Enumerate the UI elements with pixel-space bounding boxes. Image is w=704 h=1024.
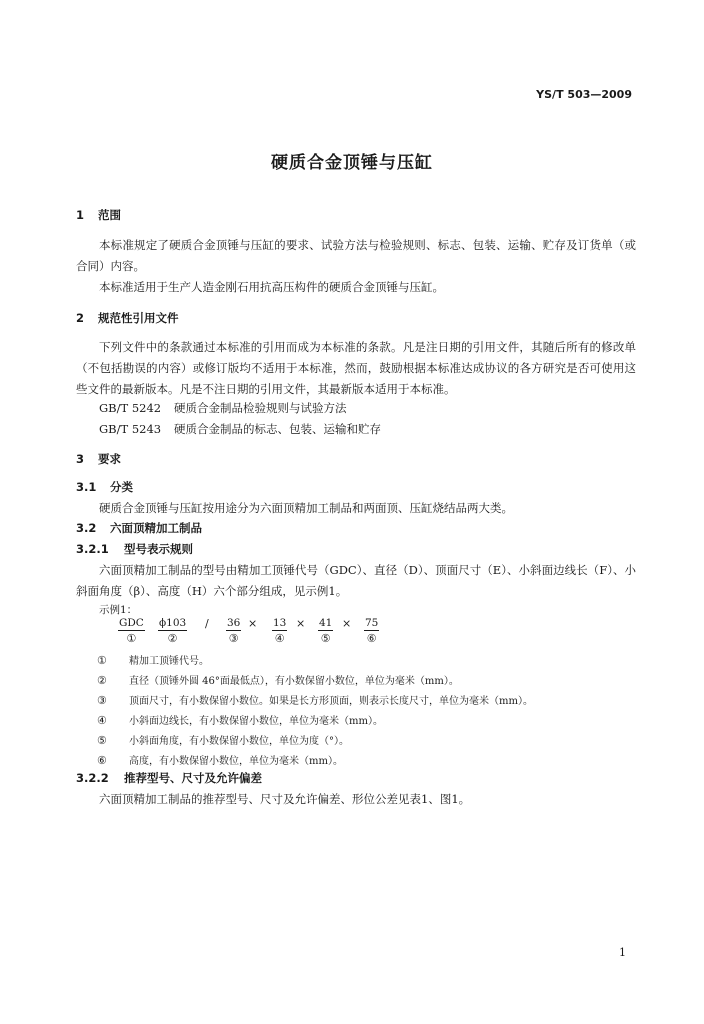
reference-item xyxy=(99,419,381,440)
section-3-1-heading xyxy=(76,479,133,495)
note-text: 小斜面角度，有小数保留小数位，单位为度（°）。 xyxy=(129,736,349,747)
note-text: 小斜面边线长，有小数保留小数位，单位为毫米（mm）。 xyxy=(129,716,383,727)
note-text: 高度，有小数保留小数位，单位为毫米（mm）。 xyxy=(129,756,343,767)
formula-operator: × xyxy=(296,617,306,630)
note-marker: ① xyxy=(97,654,107,667)
note-marker: ⑥ xyxy=(97,754,107,767)
note-marker: ⑤ xyxy=(97,734,107,747)
document-title: 硬质合金顶锤与压缸 xyxy=(271,153,433,173)
formula-note xyxy=(97,672,459,687)
section-3-2-2-title: 推荐型号、尺寸及允许偏差 xyxy=(124,771,262,785)
formula-term-marker: ③ xyxy=(228,632,239,645)
formula-note xyxy=(97,732,349,747)
formula-term-value: 41 xyxy=(319,617,333,629)
section-2-paragraph: 下列文件中的条款通过本标准的引用而成为本标准的条款。凡是注日期的引用文件，其随后所有的修改单（不包括勘误的内容）或修订版均不适用于本标准，然而，鼓励根据本标准达成协议的各方研究是否可使用这些文件的最新版本。凡是不注日期的引用文件，其最新版本适用于本标准。 xyxy=(76,340,636,396)
section-3-title: 要求 xyxy=(98,452,121,466)
formula-term-value: ϕ103 xyxy=(159,617,187,629)
section-3-2-1-number: 3.2.1 xyxy=(76,542,109,556)
section-2-title: 规范性引用文件 xyxy=(98,311,179,325)
section-1-title: 范围 xyxy=(98,208,121,222)
formula-term-marker: ② xyxy=(167,632,178,645)
formula-term-marker: ⑥ xyxy=(366,632,377,645)
formula-operator: / xyxy=(205,617,209,630)
formula-term xyxy=(364,616,379,647)
section-3-2-1-heading xyxy=(76,541,193,557)
section-3-1-number: 3.1 xyxy=(76,480,97,494)
note-marker: ③ xyxy=(97,694,107,707)
reference-code: GB/T 5243 xyxy=(99,422,162,436)
example-label: 示例1： xyxy=(99,604,138,616)
formula-term-value: 13 xyxy=(273,617,287,629)
reference-code: GB/T 5242 xyxy=(99,401,162,415)
section-3-2-1-title: 型号表示规则 xyxy=(124,542,193,556)
section-3-1-paragraph: 硬质合金顶锤与压缸按用途分为六面顶精加工制品和两面顶、压缸烧结品两大类。 xyxy=(99,501,513,515)
section-3-2-1-paragraph: 六面顶精加工制品的型号由精加工顶锤代号（GDC）、直径（D）、顶面尺寸（E）、小斜面边线长（F）、小斜面角度（β）、高度（H）六个部分组成，见示例1。 xyxy=(76,563,636,598)
note-marker: ④ xyxy=(97,714,107,727)
formula-term-marker: ① xyxy=(126,632,137,645)
page-number: 1 xyxy=(619,946,626,959)
formula-note xyxy=(97,712,383,727)
section-3-2-title: 六面顶精加工制品 xyxy=(110,521,202,535)
section-3-heading xyxy=(76,451,121,467)
section-1-heading xyxy=(76,207,121,223)
section-3-2-2-number: 3.2.2 xyxy=(76,771,109,785)
note-text: 精加工顶锤代号。 xyxy=(129,656,209,667)
formula-note xyxy=(97,652,209,667)
formula-note xyxy=(97,692,533,707)
section-1-paragraph-1: 本标准规定了硬质合金顶锤与压缸的要求、试验方法与检验规则、标志、包装、运输、贮存及订货单（或合同）内容。 xyxy=(76,238,636,273)
section-1-paragraph-2: 本标准适用于生产人造金刚石用抗高压构件的硬质合金顶锤与压缸。 xyxy=(99,280,444,294)
section-1-number: 1 xyxy=(76,208,85,222)
note-marker: ② xyxy=(97,674,107,687)
formula-operator: × xyxy=(248,617,258,630)
section-3-2-2-heading xyxy=(76,770,262,786)
formula-term-marker: ④ xyxy=(274,632,285,645)
section-3-2-2-paragraph: 六面顶精加工制品的推荐型号、尺寸及允许偏差、形位公差见表1、图1。 xyxy=(99,792,471,806)
formula-term-value: GDC xyxy=(119,617,144,629)
formula-term xyxy=(272,616,287,647)
formula-term-marker: ⑤ xyxy=(320,632,331,645)
section-2-heading xyxy=(76,310,179,326)
section-3-2-heading xyxy=(76,520,202,536)
section-3-2-number: 3.2 xyxy=(76,521,97,535)
formula-term xyxy=(118,616,145,647)
formula-term-value: 36 xyxy=(227,617,241,629)
note-text: 直径（顶锤外圆 46°面最低点），有小数保留小数位，单位为毫米（mm）。 xyxy=(129,676,459,687)
formula-term-value: 75 xyxy=(365,617,379,629)
formula-term xyxy=(158,616,187,647)
formula-term xyxy=(318,616,333,647)
note-text: 顶面尺寸，有小数保留小数位。如果是长方形顶面，则表示长度尺寸，单位为毫米（mm）。 xyxy=(129,696,533,707)
formula-operator: × xyxy=(342,617,352,630)
reference-item xyxy=(99,398,347,419)
formula-note xyxy=(97,752,343,767)
standard-number: YS/T 503—2009 xyxy=(536,88,632,101)
formula-term xyxy=(226,616,241,647)
reference-title: 硬质合金制品检验规则与试验方法 xyxy=(174,401,347,415)
section-3-number: 3 xyxy=(76,452,85,466)
section-2-number: 2 xyxy=(76,311,85,325)
reference-title: 硬质合金制品的标志、包装、运输和贮存 xyxy=(174,422,381,436)
section-3-1-title: 分类 xyxy=(110,480,133,494)
